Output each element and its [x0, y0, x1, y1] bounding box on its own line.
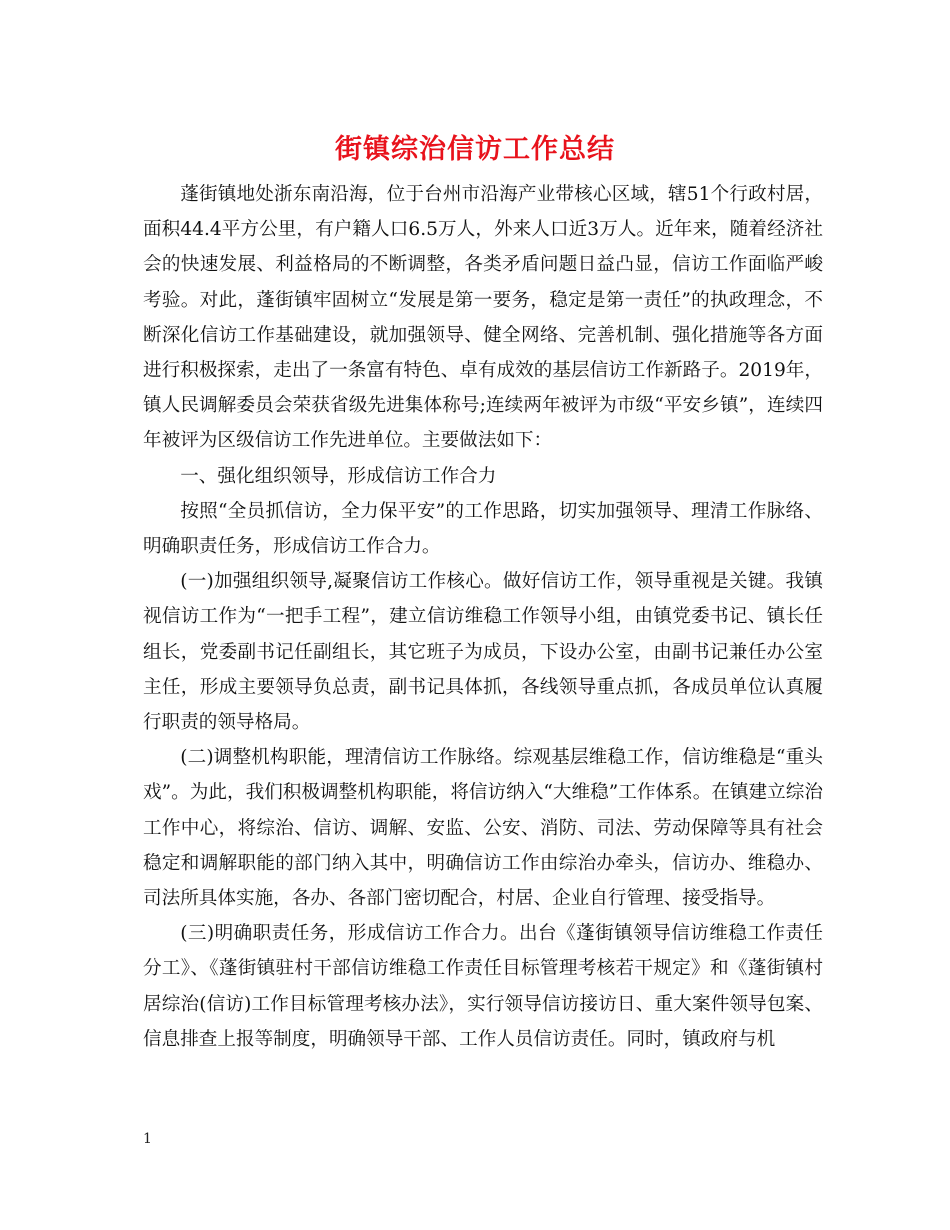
paragraph-intro: 蓬街镇地处浙东南沿海，位于台州市沿海产业带核心区域，辖51个行政村居，面积44.4平方公里，有户籍人口6.5万人，外来人口近3万人。近年来，随着经济社会的快速发展、利益格局的不断调整，各类矛盾问题日益凸显，信访工作面临严峻考验。对此，蓬街镇牢固树立“发展是第一要务，稳定是第一责任”的执政理念，不断深化信访工作基础建设，就加强领导、健全网络、完善机制、强化措施等各方面进行积极探索，走出了一条富有特色、卓有成效的基层信访工作新路子。2019年，镇人民调解委员会荣获省级先进集体称号;连续两年被评为市级“平安乡镇”，连续四年被评为区级信访工作先进单位。主要做法如下： — [143, 184, 823, 452]
paragraph-item-2: (二)调整机构职能，理清信访工作脉络。综观基层维稳工作，信访维稳是“重头戏”。为此，我们积极调整机构职能，将信访纳入“大维稳”工作体系。在镇建立综治工作中心，将综治、信访、调解、安监、公安、消防、司法、劳动保障等具有社会稳定和调解职能的部门纳入其中，明确信访工作由综治办牵头，信访办、维稳办、司法所具体实施，各办、各部门密切配合，村居、企业自行管理、接受指导。 — [143, 747, 823, 910]
page-number: 1 — [143, 1131, 152, 1147]
document-body — [143, 177, 823, 1057]
paragraph-section-1-summary: 按照“全员抓信访，全力保平安”的工作思路，切实加强领导、理清工作脉络、明确职责任务，形成信访工作合力。 — [143, 500, 823, 558]
section-heading-1: 一、强化组织领导，形成信访工作合力 — [180, 465, 497, 487]
document-title: 街镇综治信访工作总结 — [335, 134, 615, 165]
paragraph-item-1: (一)加强组织领导,凝聚信访工作核心。做好信访工作，领导重视是关键。我镇视信访工作为“一把手工程”，建立信访维稳工作领导小组，由镇党委书记、镇长任组长，党委副书记任副组长，其它班子为成员，下设办公室，由副书记兼任办公室主任，形成主要领导负总责，副书记具体抓，各线领导重点抓，各成员单位认真履行职责的领导格局。 — [143, 571, 823, 734]
paragraph-item-3: (三)明确职责任务，形成信访工作合力。出台《蓬街镇领导信访维稳工作责任分工》、《蓬街镇驻村干部信访维稳工作责任目标管理考核若干规定》和《蓬街镇村居综治(信访)工作目标管理考核办法》，实行领导信访接访日、重大案件领导包案、信息排查上报等制度，明确领导干部、工作人员信访责任。同时，镇政府与机 — [143, 923, 823, 1050]
